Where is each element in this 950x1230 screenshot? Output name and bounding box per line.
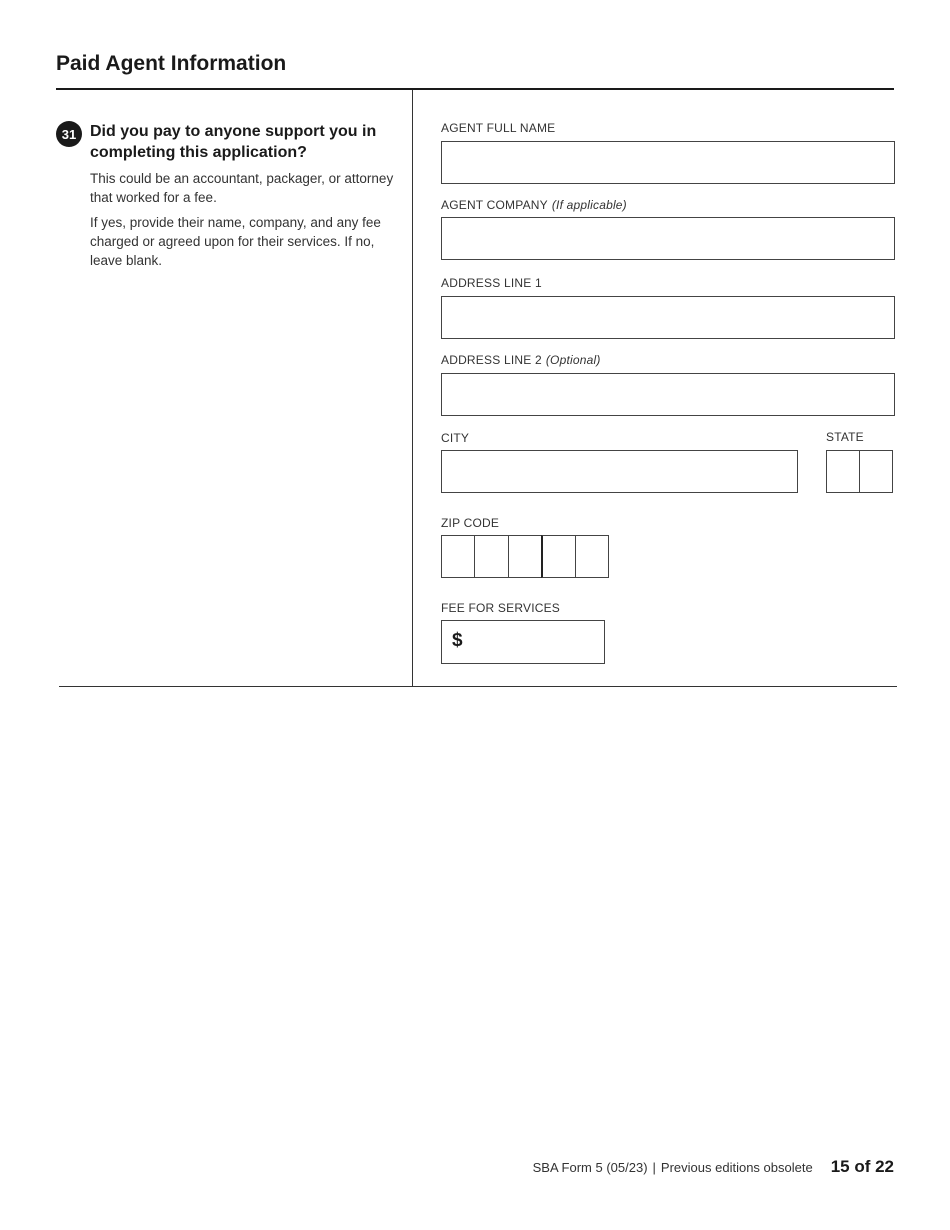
- state-char-box[interactable]: [859, 450, 893, 493]
- column-divider: [412, 90, 413, 687]
- address-line-2-label: ADDRESS LINE 2 (Optional): [441, 353, 601, 367]
- agent-company-field[interactable]: [441, 217, 895, 260]
- top-divider: [56, 88, 894, 90]
- question-instructions: If yes, provide their name, company, and any fee charged or agreed upon for their services. If no, leave blank.: [90, 215, 381, 268]
- city-label: CITY: [441, 431, 470, 445]
- question-text: Did you pay to anyone support you in completing this application?: [90, 123, 377, 161]
- zip-code-label: ZIP CODE: [441, 516, 500, 530]
- address-line-1-field[interactable]: [441, 296, 895, 339]
- dollar-sign: $: [452, 630, 463, 651]
- zip-digit-box[interactable]: [541, 535, 575, 578]
- zip-code-field: [441, 535, 608, 578]
- form-id: SBA Form 5 (05/23): [532, 1160, 648, 1175]
- address-line-1-label: ADDRESS LINE 1: [441, 276, 542, 290]
- footer-separator: |: [652, 1160, 656, 1175]
- state-label: STATE: [826, 430, 864, 444]
- agent-company-note: (If applicable): [551, 198, 627, 212]
- address-line-2-field[interactable]: [441, 373, 895, 416]
- zip-digit-box[interactable]: [474, 535, 508, 578]
- city-field[interactable]: [441, 450, 798, 493]
- obsolete-note: Previous editions obsolete: [660, 1160, 813, 1175]
- zip-digit-box[interactable]: [441, 535, 475, 578]
- agent-company-label: AGENT COMPANY (If applicable): [441, 198, 627, 212]
- state-field: [826, 450, 892, 493]
- question-number-badge: 31: [56, 121, 82, 147]
- agent-full-name-label: AGENT FULL NAME: [441, 121, 556, 135]
- zip-digit-box[interactable]: [508, 535, 542, 578]
- address-line-2-note: (Optional): [545, 353, 601, 367]
- agent-full-name-field[interactable]: [441, 141, 895, 184]
- zip-digit-box[interactable]: [575, 535, 609, 578]
- fee-for-services-label: FEE FOR SERVICES: [441, 601, 561, 615]
- question-help-text: This could be an accountant, packager, or attorney that worked for a fee.: [90, 171, 394, 205]
- bottom-divider: [59, 686, 897, 687]
- page-number: 15 of 22: [830, 1157, 894, 1176]
- section-title: Paid Agent Information: [56, 52, 287, 75]
- page-footer: [533, 1157, 894, 1177]
- state-char-box[interactable]: [826, 450, 860, 493]
- fee-for-services-field[interactable]: [441, 620, 605, 664]
